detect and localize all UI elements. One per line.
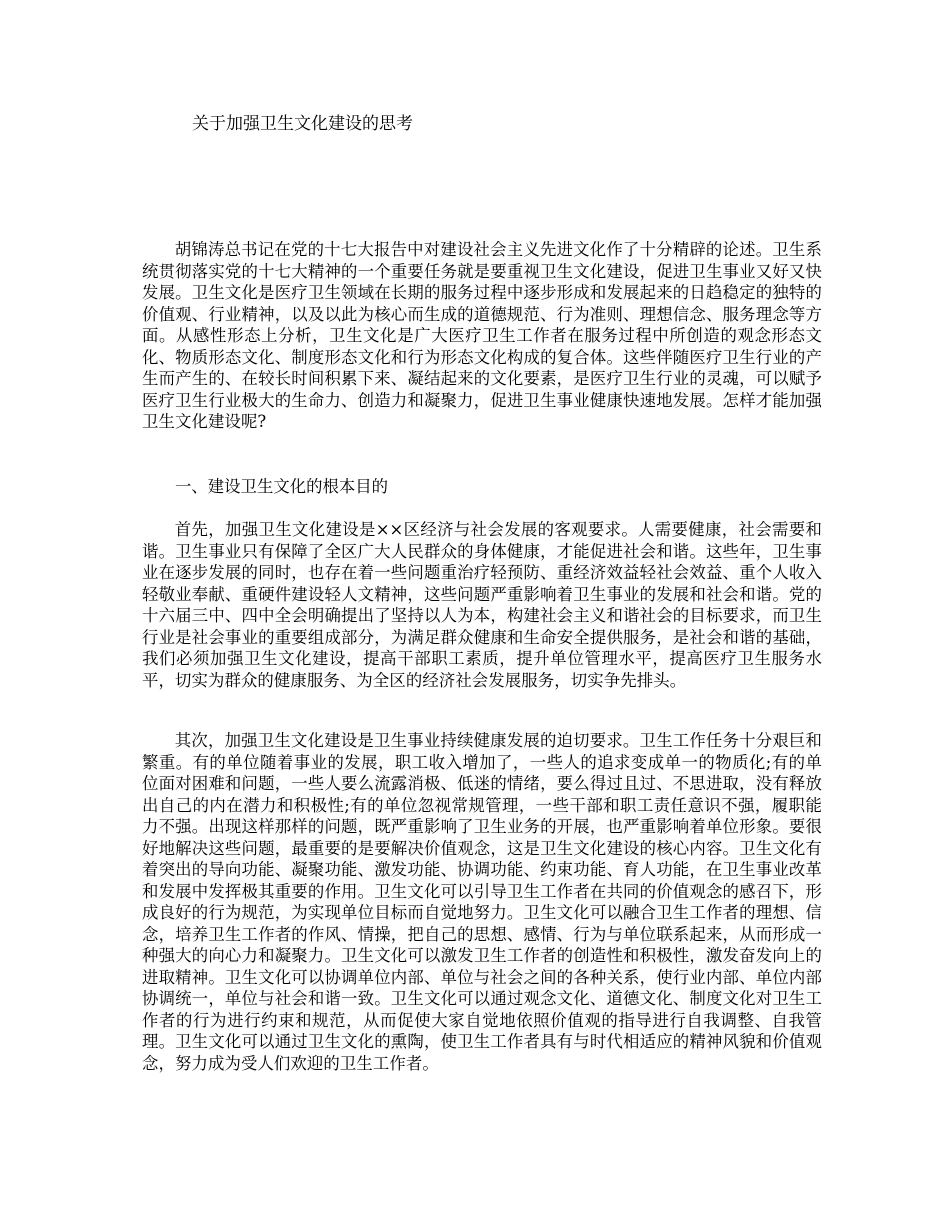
- intro-paragraph: 胡锦涛总书记在党的十七大报告中对建设社会主义先进文化作了十分精辟的论述。卫生系统贯彻落实党的十七大精神的一个重要任务就是要重视卫生文化建设，促进卫生事业又好又快发展。卫生文化是医疗卫生领域在长期的服务过程中逐步形成和发展起来的日趋稳定的独特的价值观、行业精神，以及以此为核心而生成的道德规范、行为准则、理想信念、服务理念等方面。从感性形态上分析，卫生文化是广大医疗卫生工作者在服务过程中所创造的观念形态文化、物质形态文化、制度形态文化和行为形态文化构成的复合体。这些伴随医疗卫生行业的产生而产生的、在较长时间积累下来、凝结起来的文化要素，是医疗卫生行业的灵魂，可以赋予医疗卫生行业极大的生命力、创造力和凝聚力，促进卫生事业健康快速地发展。怎样才能加强卫生文化建设呢?: [142, 240, 822, 431]
- paragraph-second: 其次，加强卫生文化建设是卫生事业持续健康发展的迫切要求。卫生工作任务十分艰巨和繁重。有的单位随着事业的发展，职工收入增加了，一些人的追求变成单一的物质化;有的单位面对困难和问题，一些人要么流露消极、低迷的情绪，要么得过且过、不思进取，没有释放出自己的内在潜力和积极性;有的单位忽视常规管理，一些干部和职工责任意识不强，履职能力不强。出现这样那样的问题，既严重影响了卫生业务的开展，也严重影响着单位形象。要很好地解决这些问题，最重要的是要解决价值观念，这是卫生文化建设的核心内容。卫生文化有着突出的导向功能、凝聚功能、激发功能、协调功能、约束功能、育人功能，在卫生事业改革和发展中发挥极其重要的作用。卫生文化可以引导卫生工作者在共同的价值观念的感召下，形成良好的行为规范，为实现单位目标而自觉地努力。卫生文化可以融合卫生工作者的理想、信念，培养卫生工作者的作风、情操，把自己的思想、感情、行为与单位联系起来，从而形成一种强大的向心力和凝聚力。卫生文化可以激发卫生工作者的创造性和积极性，激发奋发向上的进取精神。卫生文化可以协调单位内部、单位与社会之间的各种关系，使行业内部、单位内部协调统一，单位与社会和谐一致。卫生文化可以通过观念文化、道德文化、制度文化对卫生工作者的行为进行约束和规范，从而促使大家自觉地依照价值观的指导进行自我调整、自我管理。卫生文化可以通过卫生文化的熏陶，使卫生工作者具有与时代相适应的精神风貌和价值观念，努力成为受人们欢迎的卫生工作者。: [142, 731, 822, 1073]
- document-title: 关于加强卫生文化建设的思考: [192, 114, 413, 134]
- paragraph-first: 首先，加强卫生文化建设是××区经济与社会发展的客观要求。人需要健康，社会需要和谐。卫生事业只有保障了全区广大人民群众的身体健康，才能促进社会和谐。这些年，卫生事业在逐步发展的同时，也存在着一些问题重治疗轻预防、重经济效益轻社会效益、重个人收入轻敬业奉献、重硬件建设轻人文精神，这些问题严重影响着卫生事业的发展和社会和谐。党的十六届三中、四中全会明确提出了坚持以人为本，构建社会主义和谐社会的目标要求，而卫生行业是社会事业的重要组成部分，为满足群众健康和生命安全提供服务，是社会和谐的基础，我们必须加强卫生文化建设，提高干部职工素质，提升单位管理水平，提高医疗卫生服务水平，切实为群众的健康服务、为全区的经济社会发展服务，切实争先排头。: [142, 520, 822, 690]
- section-1-heading: 一、建设卫生文化的根本目的: [175, 477, 389, 496]
